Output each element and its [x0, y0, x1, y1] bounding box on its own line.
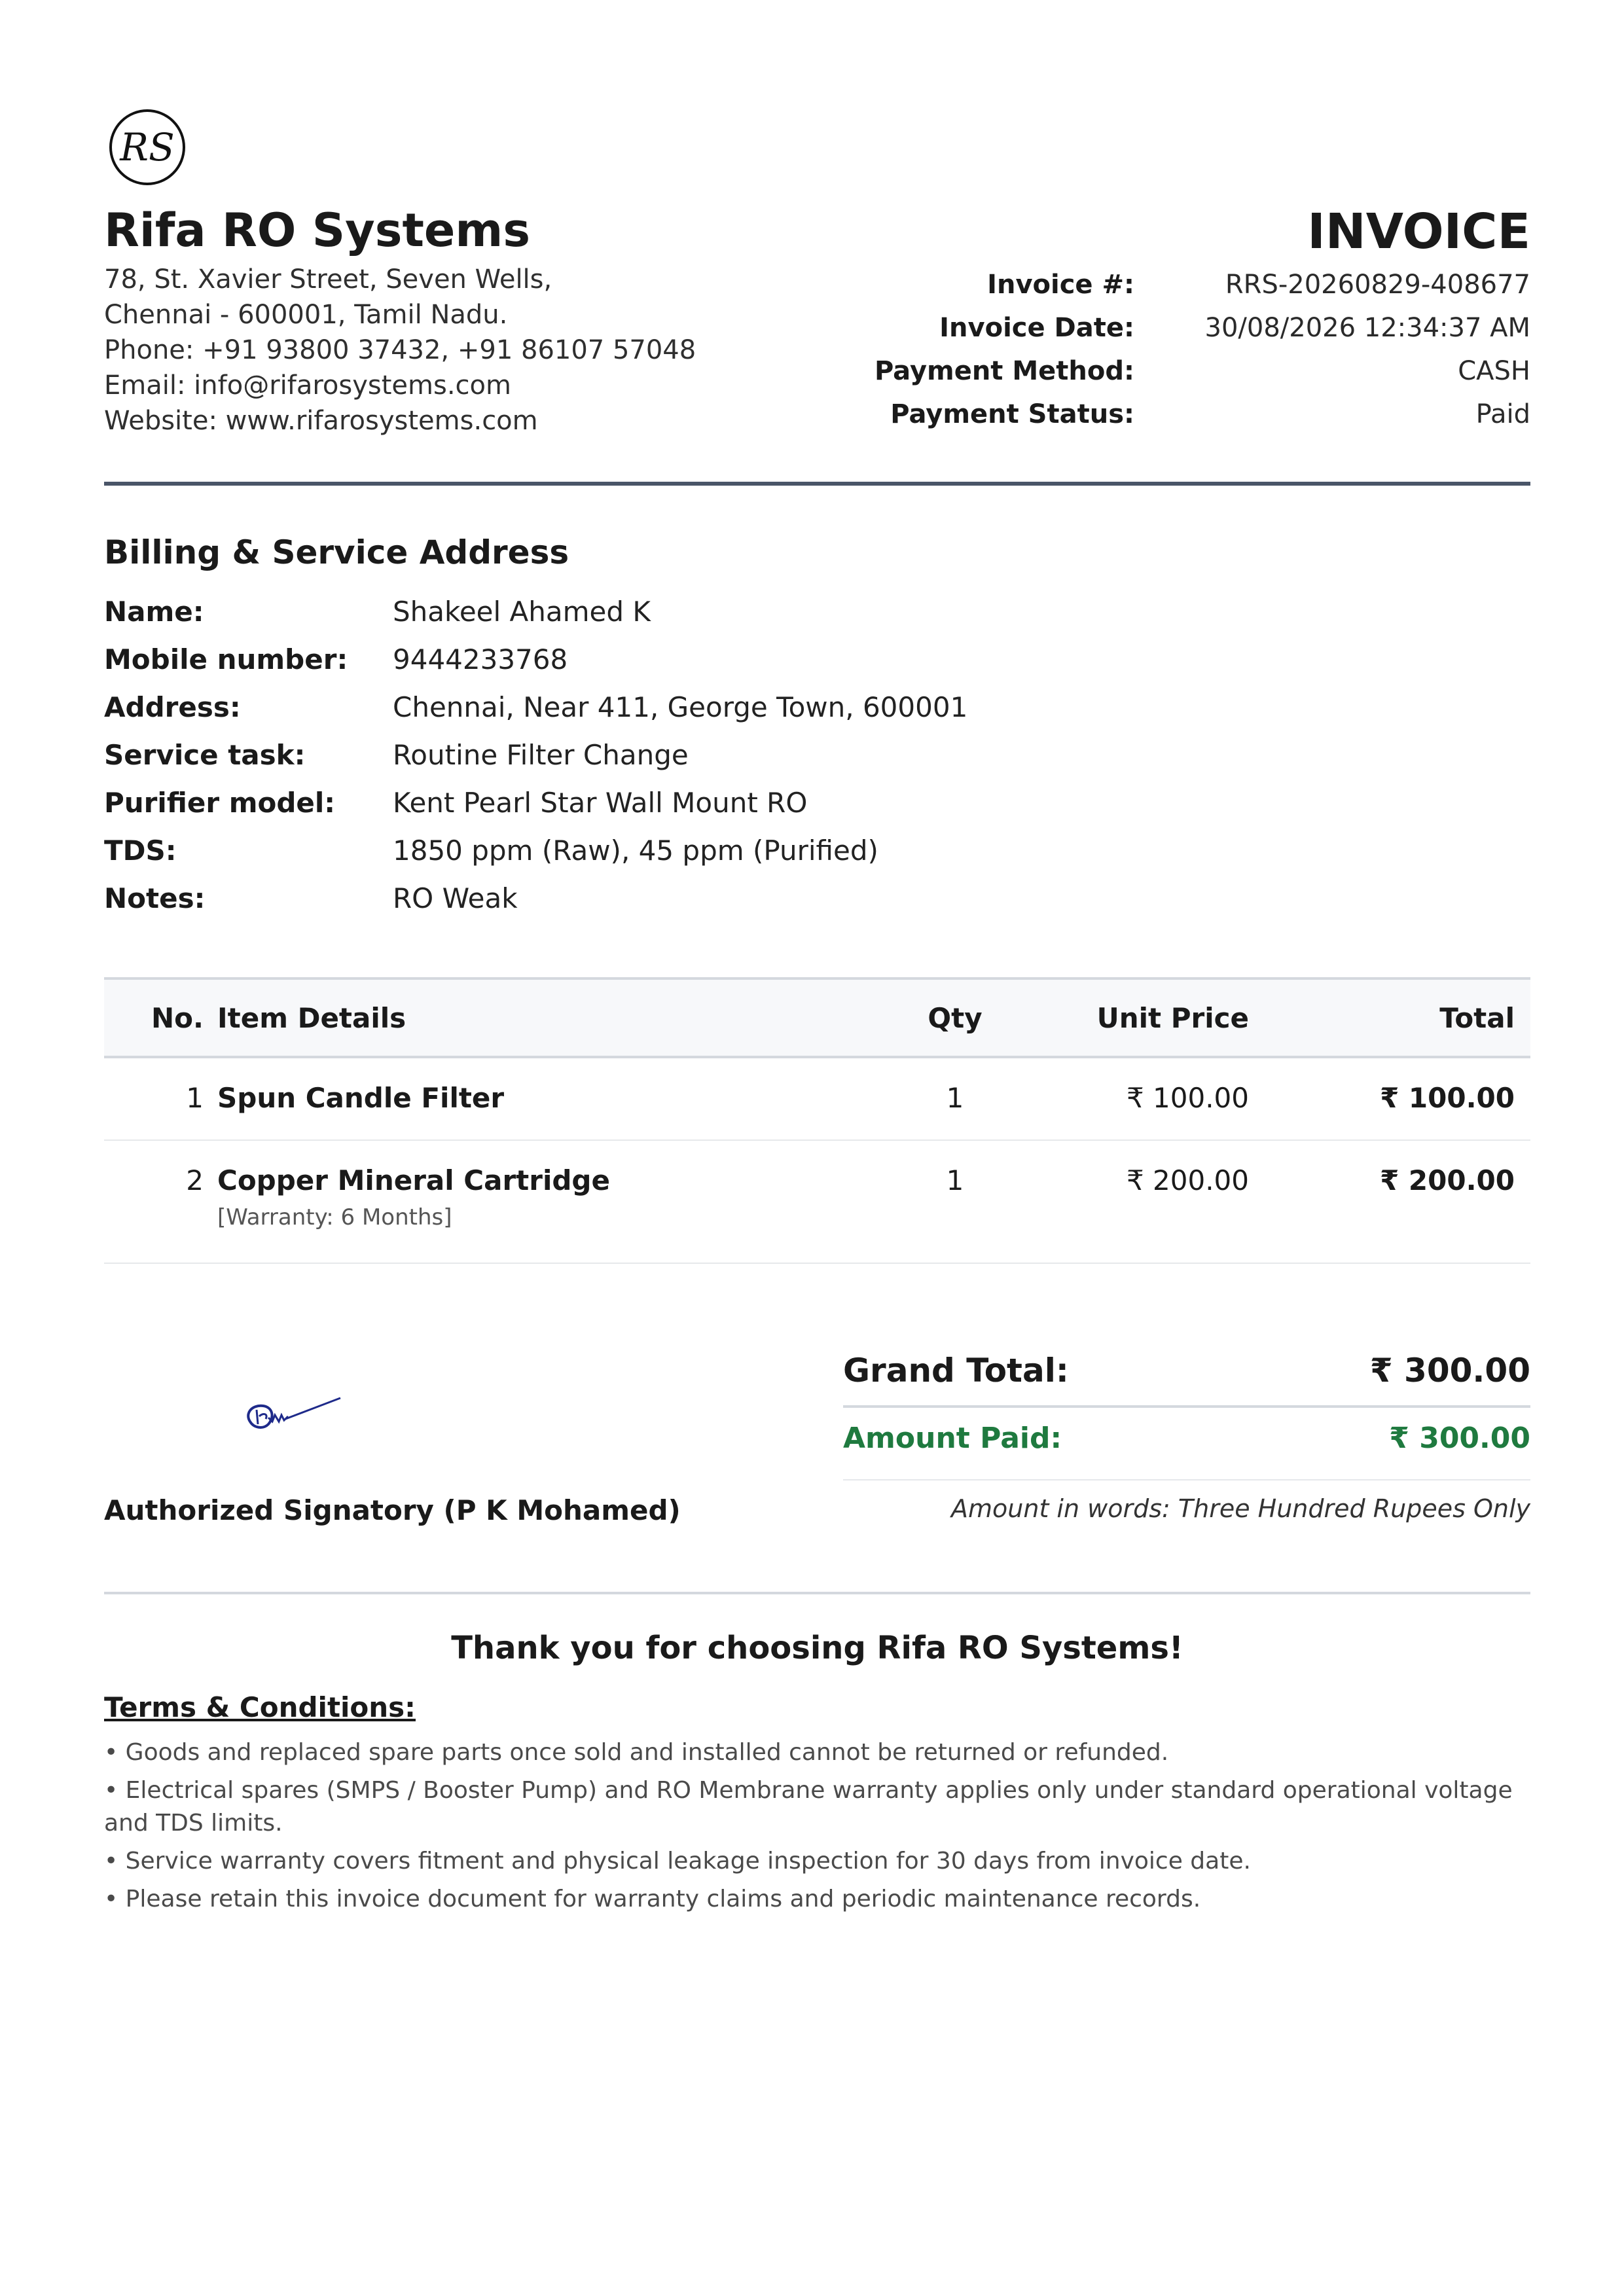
- terms-item: • Goods and replaced spare parts once sold and installed cannot be returned or refunded.: [104, 1739, 1169, 1766]
- row-total: ₹ 100.00: [1380, 1082, 1515, 1114]
- billing-row-purifier-model: [104, 787, 1530, 834]
- billing-row-address: [104, 691, 1530, 739]
- billing-value: 1850 ppm (Raw), 45 ppm (Purified): [393, 834, 878, 867]
- header-total: Total: [1439, 1002, 1515, 1034]
- meta-value: CASH: [1458, 356, 1530, 386]
- billing-value: Shakeel Ahamed K: [393, 596, 651, 628]
- row-item: Spun Candle Filter: [217, 1082, 505, 1114]
- authorized-signatory: Authorized Signatory (P K Mohamed): [104, 1494, 681, 1526]
- row-no: 1: [186, 1082, 204, 1114]
- terms-list: [104, 1736, 1530, 1921]
- terms-item: • Electrical spares (SMPS / Booster Pump) and RO Membrane warranty applies only under standard operational voltage and TDS limits.: [104, 1777, 1513, 1837]
- billing-label: Mobile number:: [104, 643, 348, 675]
- meta-value: Paid: [1475, 399, 1530, 429]
- thank-you-message: Thank you for choosing Rifa RO Systems!: [451, 1630, 1183, 1666]
- row-item: Copper Mineral Cartridge: [217, 1164, 610, 1196]
- amount-in-words: Amount in words: Three Hundred Rupees Only: [951, 1494, 1530, 1523]
- company-info: [104, 262, 696, 439]
- meta-row-invoice-number: [720, 270, 1530, 313]
- meta-row-invoice-date: [720, 313, 1530, 356]
- row-item-cell: [217, 1164, 610, 1230]
- meta-label: Payment Method:: [874, 356, 1134, 386]
- company-address-line1: 78, St. Xavier Street, Seven Wells,: [104, 264, 552, 295]
- amount-paid-value: ₹ 300.00: [1389, 1422, 1530, 1455]
- header-unit-price: Unit Price: [1096, 1002, 1249, 1034]
- header-item: Item Details: [217, 1002, 406, 1034]
- row-qty: 1: [946, 1164, 964, 1196]
- meta-label: Invoice #:: [987, 270, 1134, 300]
- items-table: [104, 977, 1530, 1264]
- row-qty: 1: [946, 1082, 964, 1114]
- billing-row-tds: [104, 834, 1530, 882]
- billing-label: Purifier model:: [104, 787, 336, 819]
- billing-label: Service task:: [104, 739, 306, 771]
- meta-value: RRS-20260829-408677: [1225, 270, 1530, 300]
- grand-total: [843, 1345, 1530, 1408]
- terms-title: Terms & Conditions:: [104, 1691, 416, 1723]
- billing-label: Name:: [104, 596, 204, 628]
- billing-details: [104, 596, 1530, 930]
- billing-row-mobile: [104, 643, 1530, 691]
- table-header: [104, 977, 1530, 1058]
- table-row: [104, 1058, 1530, 1141]
- billing-section-title: Billing & Service Address: [104, 533, 569, 571]
- table-row: [104, 1141, 1530, 1264]
- row-total: ₹ 200.00: [1380, 1164, 1515, 1196]
- header-qty: Qty: [928, 1002, 983, 1034]
- billing-value: RO Weak: [393, 882, 518, 914]
- billing-row-name: [104, 596, 1530, 643]
- company-logo: [108, 108, 187, 187]
- meta-label: Payment Status:: [890, 399, 1134, 429]
- meta-label: Invoice Date:: [939, 313, 1134, 343]
- billing-label: TDS:: [104, 834, 177, 867]
- meta-value: 30/08/2026 12:34:37 AM: [1204, 313, 1530, 343]
- invoice-meta: [720, 270, 1530, 442]
- header-no: No.: [151, 1002, 204, 1034]
- header-divider: [104, 482, 1530, 486]
- row-unit-price: ₹ 200.00: [1126, 1164, 1249, 1196]
- meta-row-payment-method: [720, 356, 1530, 399]
- terms-item: • Please retain this invoice document for warranty claims and periodic maintenance records.: [104, 1886, 1201, 1912]
- footer-divider: [104, 1592, 1530, 1594]
- billing-label: Address:: [104, 691, 241, 723]
- company-website: Website: www.rifarosystems.com: [104, 406, 538, 436]
- amount-paid: [843, 1408, 1530, 1480]
- signature-image: [242, 1388, 347, 1440]
- meta-row-payment-status: [720, 399, 1530, 442]
- billing-value: Routine Filter Change: [393, 739, 689, 771]
- billing-row-service-task: [104, 739, 1530, 787]
- billing-value: 9444233768: [393, 643, 568, 675]
- row-no: 2: [186, 1164, 204, 1196]
- billing-row-notes: [104, 882, 1530, 930]
- grand-total-label: Grand Total:: [843, 1352, 1069, 1390]
- billing-label: Notes:: [104, 882, 206, 914]
- billing-value: Kent Pearl Star Wall Mount RO: [393, 787, 808, 819]
- row-unit-price: ₹ 100.00: [1126, 1082, 1249, 1114]
- company-name: Rifa RO Systems: [104, 204, 530, 257]
- amount-paid-label: Amount Paid:: [843, 1422, 1062, 1455]
- billing-value: Chennai, Near 411, George Town, 600001: [393, 691, 968, 723]
- row-item-warranty: [Warranty: 6 Months]: [217, 1204, 452, 1230]
- company-address-line2: Chennai - 600001, Tamil Nadu.: [104, 300, 508, 330]
- company-email: Email: info@rifarosystems.com: [104, 370, 511, 401]
- invoice-title: INVOICE: [1307, 204, 1530, 260]
- svg-text:RS: RS: [120, 125, 175, 170]
- company-phone: Phone: +91 93800 37432, +91 86107 57048: [104, 335, 696, 365]
- terms-item: • Service warranty covers fitment and physical leakage inspection for 30 days from invoice date.: [104, 1848, 1251, 1874]
- grand-total-value: ₹ 300.00: [1369, 1352, 1530, 1390]
